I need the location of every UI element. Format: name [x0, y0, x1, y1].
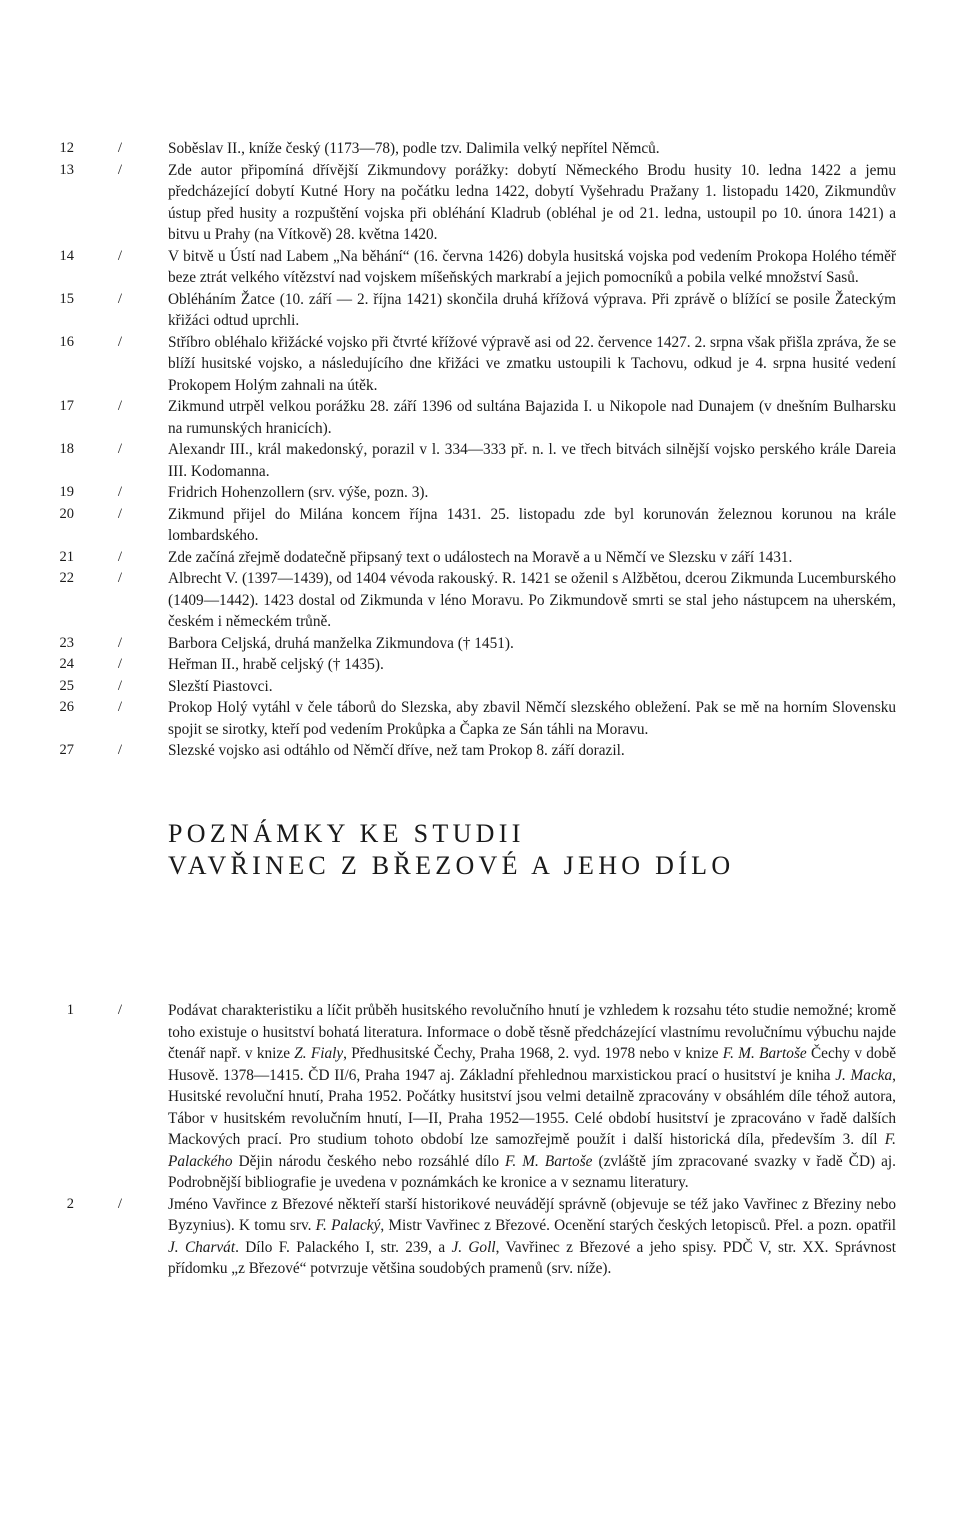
- notes-list-part2: [0, 1000, 960, 1280]
- note-text: Prokop Holý vytáhl v čele táborů do Slezska, aby zbavil Němčí slezského obležení. Pak se mě na horním Slovensku spojit se sirotky, kteří pod vedením Prokůpka a Čapka ze Sán táhli na Moravu.: [168, 699, 896, 738]
- note-separator: /: [117, 161, 123, 178]
- note-item: [0, 482, 960, 504]
- note-text-segment: Podávat charakteristiku a líčit průběh husitského revolučního hnutí je vzhledem k rozsahu této studie nemožné; kromě toho existuje o husitství bohatá literatura. Informace o době těsně předcházející vlastnímu revolučnímu výbuchu najde čtenář např. v knize: [168, 1002, 896, 1062]
- note-item: [0, 246, 960, 289]
- note-item: [0, 633, 960, 655]
- notes-list-part1: [0, 138, 960, 762]
- note-number: 20: [59, 505, 74, 522]
- note-text: [168, 1000, 896, 1194]
- note-number: 25: [59, 677, 74, 694]
- note-text: Slezské vojsko asi odtáhlo od Němčí dříve, než tam Prokop 8. září dorazil.: [168, 742, 625, 759]
- note-item: [0, 1000, 960, 1194]
- note-text: V bitvě u Ústí nad Labem „Na běhání“ (16. června 1426) dobyla husitská vojska pod vedením Prokopa Holého téměř beze ztrát velkého vítězství nad vojskem míšeňských markrabí a jejich pomocníků a pobila velké množství Sasů.: [168, 247, 896, 286]
- note-text-segment: Jméno Vavřince z Březové někteří starší historikové neuvádějí správně (objevuje se též jako Vavřinec z Březiny nebo Byzynius). K tomu srv.: [168, 1195, 896, 1234]
- note-text: [168, 1194, 896, 1280]
- note-separator: /: [117, 656, 123, 672]
- note-separator: /: [117, 1195, 123, 1212]
- note-text: Zde autor připomíná dřívější Zikmundovy porážky: dobytí Německého Brodu husity 10. ledna 1422 a jemu předcházející dobytí Kutné Hory na počátku ledna 1422, dobytí Vyšehradu Pražany 1. listopadu 1420, Zikmundův ústup před husity a rozpuštění vojska při obléhání Kladrub (obléhal je od 21. ledna, ustoupil po 10. února 1421) a bitvu u Prahy (na Vítkově) 28. května 1420.: [168, 161, 896, 243]
- note-text-segment: (zvláště jím zpracované svazky v řadě ČD) aj. Podrobnější bibliografie je uvedena v poznámkách ke kronice a v seznamu literatury.: [168, 1152, 896, 1191]
- author-name: F. M. Bartoše: [722, 1045, 807, 1062]
- note-text: Slezští Piastovci.: [168, 677, 273, 695]
- note-separator: /: [117, 140, 123, 156]
- note-separator: /: [117, 505, 123, 522]
- note-item: [0, 676, 960, 698]
- note-text: Alexandr III., král makedonský, porazil v l. 334—333 př. n. l. ve třech bitvách silnější vojsko perského krále Dareia III. Kodomanna.: [168, 441, 896, 480]
- note-number: 16: [59, 333, 74, 350]
- note-text-segment: , Husitské revoluční hnutí, Praha 1952. Počátky husitství jsou velmi detailně zpracovány v obsáhlém díle téhož autora, Tábor v husitském revolučním hnutí, I—II, Praha 1952—1955. Celé období husitství je zpracováno v řadě dalších Mackových prací. Pro studium tohoto období lze samozřejmě použít i další historická díla, především 3. díl: [168, 1066, 896, 1148]
- note-separator: /: [117, 570, 123, 586]
- note-number: 19: [59, 484, 74, 500]
- note-text-segment: Dějin národu českého nebo rozsáhlé dílo: [232, 1152, 506, 1170]
- author-name: J. Goll: [451, 1238, 496, 1256]
- note-text-segment: , Vavřinec z Březové a jeho spisy. PDČ V, str. XX. Správnost přídomku „z Březové“ potvrzuje většina soudobých pramenů (srv. níže).: [168, 1238, 896, 1277]
- note-number: 1: [66, 1002, 74, 1018]
- note-item: [0, 547, 960, 569]
- note-item: [0, 138, 960, 160]
- section-heading-line1: POZNÁMKY KE STUDII: [168, 819, 525, 848]
- note-text: Fridrich Hohenzollern (srv. výše, pozn. 3).: [168, 484, 429, 501]
- note-item: [0, 289, 960, 332]
- note-text: Zikmund utrpěl velkou porážku 28. září 1396 od sultána Bajazida I. u Nikopole nad Dunajem (v dnešním Bulharsku na rumunských hranicích).: [168, 398, 896, 437]
- note-text-segment: , Předhusitské Čechy, Praha 1968, 2. vyd. 1978 nebo v knize: [343, 1045, 723, 1062]
- note-separator: /: [117, 634, 123, 651]
- note-number: 14: [59, 247, 74, 264]
- note-separator: /: [117, 548, 123, 565]
- note-separator: /: [117, 484, 123, 500]
- author-name: J. Macka: [835, 1066, 893, 1084]
- note-separator: /: [117, 290, 123, 307]
- note-number: 13: [59, 161, 74, 178]
- note-item: [0, 654, 960, 676]
- author-name: J. Charvát: [168, 1238, 236, 1256]
- note-item: [0, 740, 960, 762]
- note-number: 17: [59, 398, 74, 414]
- note-item: [0, 697, 960, 740]
- note-text: Stříbro obléhalo křižácké vojsko při čtvrté křížové výpravě asi od 22. července 1427. 2. srpna však přišla zpráva, že se blíží husitské vojsko, a následujícího dne křižáci ve zmatku ustoupili k Tachovu, odkud je 4. srpna husité vedení Prokopem Holým zahnali na útěk.: [168, 333, 896, 394]
- note-item: [0, 396, 960, 439]
- note-number: 2: [66, 1195, 74, 1212]
- note-text-segment: Čechy v době Husově. 1378—1415. ČD II/6, Praha 1947 aj. Základní přehlednou marxistickou prací o husitství je kniha: [168, 1045, 897, 1084]
- note-separator: /: [117, 699, 123, 715]
- note-text-segment: . Dílo F. Palackého I, str. 239, a: [235, 1238, 452, 1256]
- author-name: F. M. Bartoše: [505, 1152, 593, 1170]
- note-text: Zikmund přijel do Milána koncem října 1431. 25. listopadu zde byl korunován železnou korunou na krále lombardského.: [168, 505, 896, 544]
- note-item: [0, 160, 960, 246]
- note-number: 21: [59, 548, 74, 565]
- note-separator: /: [117, 677, 123, 694]
- note-item: [0, 504, 960, 547]
- author-name: F. Palackého: [168, 1131, 896, 1170]
- note-item: [0, 439, 960, 482]
- section-heading-line2: VAVŘINEC Z BŘEZOVÉ A JEHO DÍLO: [168, 851, 735, 880]
- note-text: Albrecht V. (1397—1439), od 1404 vévoda rakouský. R. 1421 se oženil s Alžbětou, dcerou Zikmunda Lucemburského (1409—1442). 1423 dostal od Zikmunda v léno Moravu. Po Zikmundově smrti se stal jeho nástupcem na uherském, českém i německém trůně.: [168, 570, 896, 630]
- note-separator: /: [117, 441, 123, 457]
- note-number: 27: [59, 742, 74, 758]
- note-separator: /: [117, 247, 123, 264]
- note-number: 12: [59, 140, 74, 156]
- note-text: Barbora Celjská, druhá manželka Zikmundova († 1451).: [168, 634, 514, 652]
- note-text: Soběslav II., kníže český (1173—78), podle tzv. Dalimila velký nepřítel Němců.: [168, 140, 660, 157]
- note-item: [0, 1194, 960, 1280]
- note-item: [0, 332, 960, 397]
- note-text: Obléháním Žatce (10. září — 2. října 1421) skončila druhá křížová výprava. Při zprávě o blížící se posile Žateckým křižáci odtud uprchli.: [168, 290, 896, 329]
- author-name: Z. Fialy: [294, 1045, 344, 1062]
- note-number: 15: [59, 290, 74, 307]
- note-separator: /: [117, 333, 123, 350]
- note-number: 26: [59, 699, 74, 715]
- note-text: Zde začíná zřejmě dodatečně připsaný text o událostech na Moravě a u Němčí ve Slezsku v září 1431.: [168, 548, 793, 566]
- note-number: 23: [59, 634, 74, 651]
- note-separator: /: [117, 1002, 123, 1018]
- author-name: F. Palacký: [315, 1217, 381, 1234]
- section-heading: [168, 818, 908, 882]
- note-text-segment: , Mistr Vavřinec z Březové. Ocenění starých českých letopisců. Přel. a pozn. opatřil: [380, 1217, 897, 1234]
- note-number: 22: [59, 570, 74, 586]
- note-separator: /: [117, 742, 123, 758]
- note-number: 24: [59, 656, 74, 672]
- note-item: [0, 568, 960, 633]
- note-number: 18: [59, 441, 74, 457]
- note-separator: /: [117, 398, 123, 414]
- note-text: Heřman II., hrabě celjský († 1435).: [168, 656, 384, 673]
